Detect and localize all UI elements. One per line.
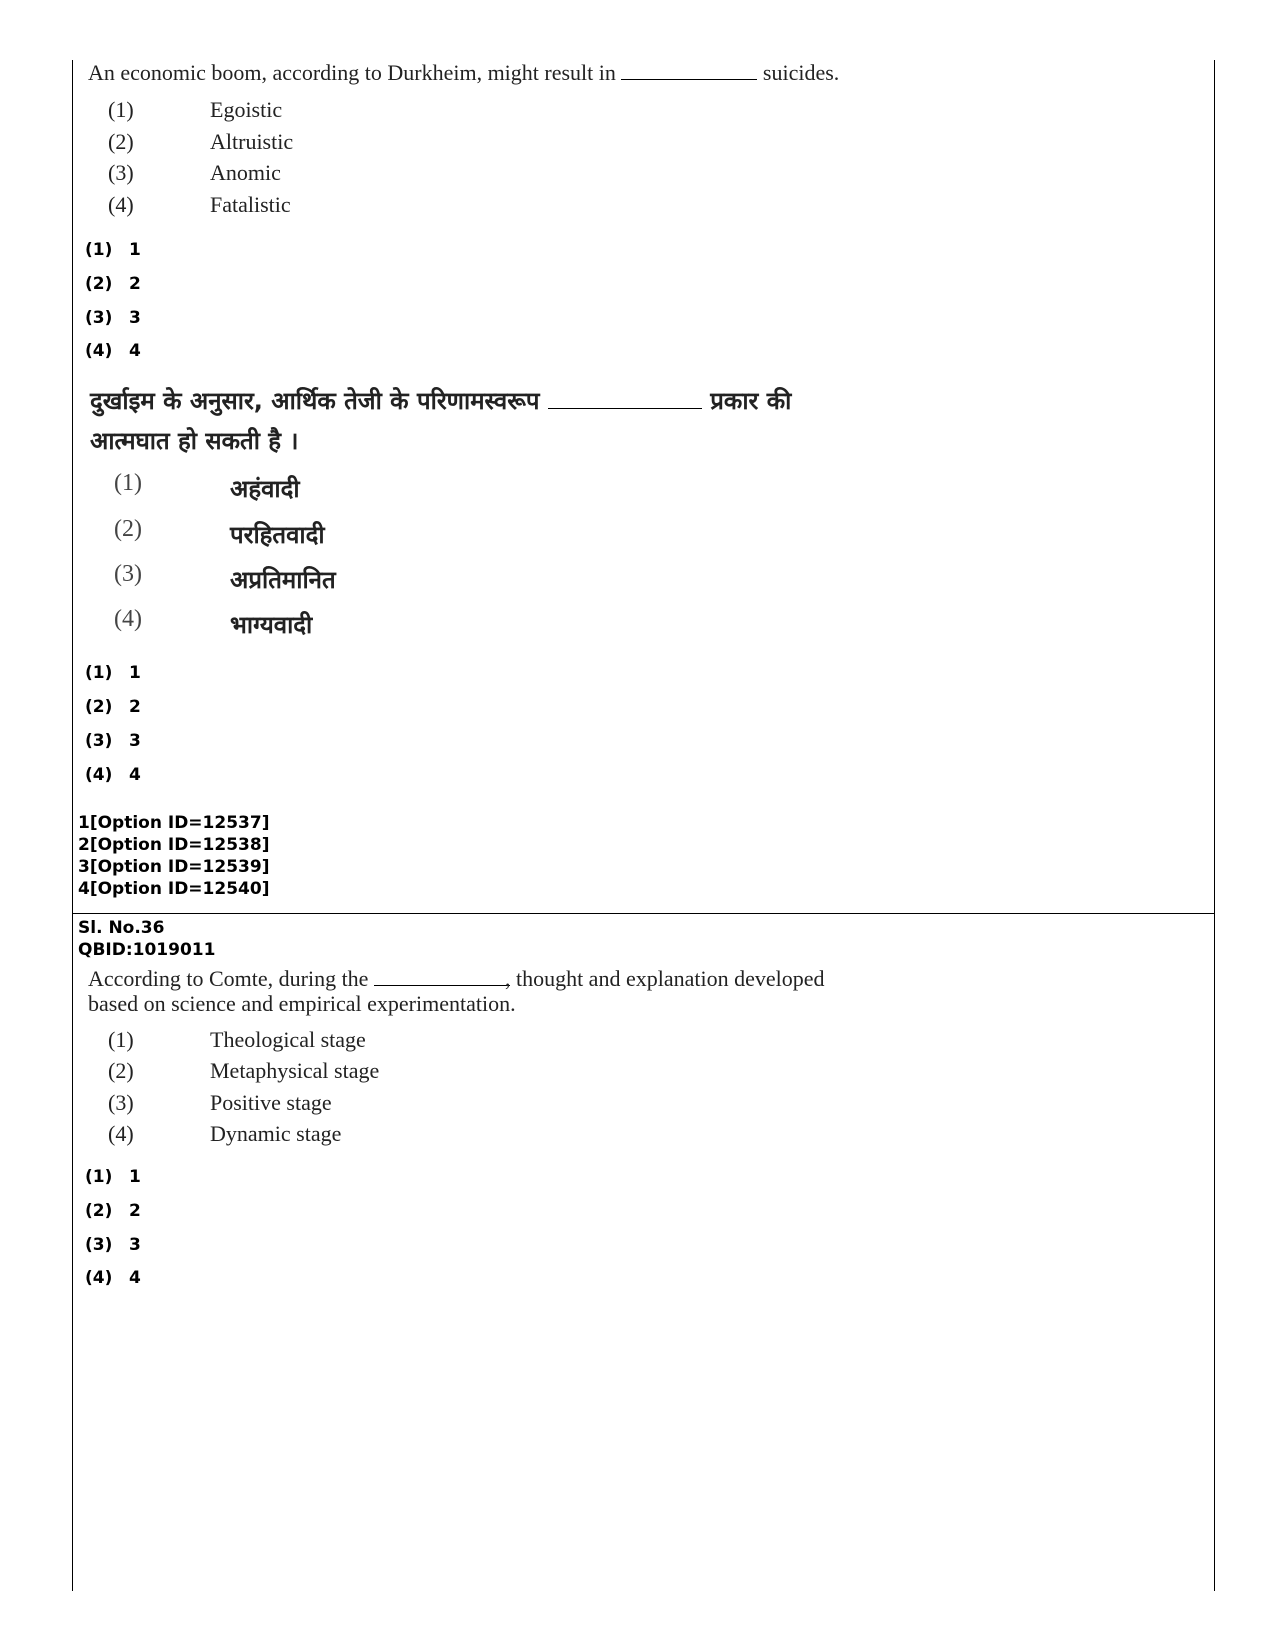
q35-stem-hi-after: प्रकार की [710, 387, 792, 415]
answer-option[interactable] [85, 731, 141, 751]
q36-option-text-1: Theological stage [210, 1027, 366, 1052]
q35-hi-option-text-1: अहंवादी [230, 475, 300, 503]
q36-option-text-4: Dynamic stage [210, 1121, 342, 1146]
answer-label: (4) [85, 765, 113, 785]
option-id: 1[Option ID=12537] [78, 813, 270, 833]
q35-en-option-num-3: (3) [108, 160, 134, 185]
answer-label: (4) [85, 341, 113, 361]
question-divider [72, 913, 1215, 914]
q35-en-option-num-2: (2) [108, 129, 134, 154]
answer-label: (1) [85, 1167, 113, 1187]
answer-option[interactable] [85, 274, 141, 294]
q35-en-option-text-1: Egoistic [210, 97, 283, 122]
answer-label: (3) [85, 1235, 113, 1255]
q35-hi-option-num-2: (2) [114, 516, 142, 542]
q35-hi-option-num-3: (3) [114, 561, 142, 587]
q35-en-option-num-1: (1) [108, 97, 134, 122]
page-border-left [72, 60, 73, 1591]
q36-option-text-2: Metaphysical stage [210, 1058, 380, 1083]
answer-option[interactable] [85, 308, 141, 328]
q36-header [78, 917, 215, 961]
answer-label: (3) [85, 731, 113, 751]
answer-value: 4 [129, 341, 141, 361]
q35-hi-option-text-3: अप्रतिमानित [230, 566, 336, 594]
answer-value: 1 [129, 1167, 141, 1187]
option-id: 4[Option ID=12540] [78, 879, 270, 899]
answer-value: 1 [129, 240, 141, 260]
answer-option[interactable] [85, 1201, 141, 1221]
q36-option-num-1: (1) [108, 1027, 134, 1052]
answer-value: 3 [129, 308, 141, 328]
q35-en-option-text-2: Altruistic [210, 129, 294, 154]
q36-stem [88, 966, 824, 992]
q35-stem-hi-blank [548, 390, 702, 409]
q35-hi-option-num-1: (1) [114, 470, 142, 496]
q35-stem-en-blank [621, 61, 757, 80]
q35-hi-option-text-4: भाग्यवादी [230, 611, 313, 639]
answer-label: (1) [85, 240, 113, 260]
answer-value: 3 [129, 731, 141, 751]
option-id: 2[Option ID=12538] [78, 835, 270, 855]
answer-label: (2) [85, 1201, 113, 1221]
q35-en-option-num-4: (4) [108, 192, 134, 217]
answer-value: 2 [129, 697, 141, 717]
answer-label: (2) [85, 697, 113, 717]
q35-en-option-text-4: Fatalistic [210, 192, 291, 217]
q36-stem-line2: based on science and empirical experimentation. [88, 991, 516, 1016]
option-id: 3[Option ID=12539] [78, 857, 270, 877]
answer-label: (4) [85, 1268, 113, 1288]
answer-label: (1) [85, 663, 113, 683]
answer-value: 1 [129, 663, 141, 683]
answer-value: 4 [129, 1268, 141, 1288]
q35-stem-hi [90, 384, 791, 417]
q35-stem-hi-line2: आत्मघात हो सकती है । [90, 427, 299, 455]
q35-hi-option-num-4: (4) [114, 606, 142, 632]
option-id-list [78, 812, 269, 900]
q35-stem-en-before: An economic boom, according to Durkheim, might result in [88, 60, 616, 85]
answer-value: 2 [129, 1201, 141, 1221]
q36-option-num-3: (3) [108, 1090, 134, 1115]
q35-stem-en-after: suicides. [762, 60, 840, 85]
answer-option[interactable] [85, 341, 141, 361]
answer-label: (2) [85, 274, 113, 294]
answer-option[interactable] [85, 240, 141, 260]
q36-stem-blank [374, 967, 510, 986]
qbid: QBID:1019011 [78, 940, 216, 960]
q36-option-num-2: (2) [108, 1058, 134, 1083]
answer-value: 2 [129, 274, 141, 294]
q36-stem-after: , thought and explanation developed [504, 966, 825, 991]
answer-option[interactable] [85, 1235, 141, 1255]
q35-stem-hi-before: दुर्खाइम के अनुसार, आर्थिक तेजी के परिणामस्वरूप [90, 387, 540, 415]
answer-value: 4 [129, 765, 141, 785]
page-border-right [1214, 60, 1215, 1591]
answer-option[interactable] [85, 1167, 141, 1187]
answer-option[interactable] [85, 663, 141, 683]
q35-hi-option-text-2: परहितवादी [230, 521, 325, 549]
q36-stem-before: According to Comte, during the [88, 966, 369, 991]
answer-option[interactable] [85, 697, 141, 717]
answer-option[interactable] [85, 765, 141, 785]
q36-option-text-3: Positive stage [210, 1090, 332, 1115]
q36-option-num-4: (4) [108, 1121, 134, 1146]
answer-value: 3 [129, 1235, 141, 1255]
serial-number: Sl. No.36 [78, 918, 165, 938]
answer-option[interactable] [85, 1268, 141, 1288]
q35-stem-en [88, 60, 839, 86]
answer-label: (3) [85, 308, 113, 328]
q35-en-option-text-3: Anomic [210, 160, 281, 185]
